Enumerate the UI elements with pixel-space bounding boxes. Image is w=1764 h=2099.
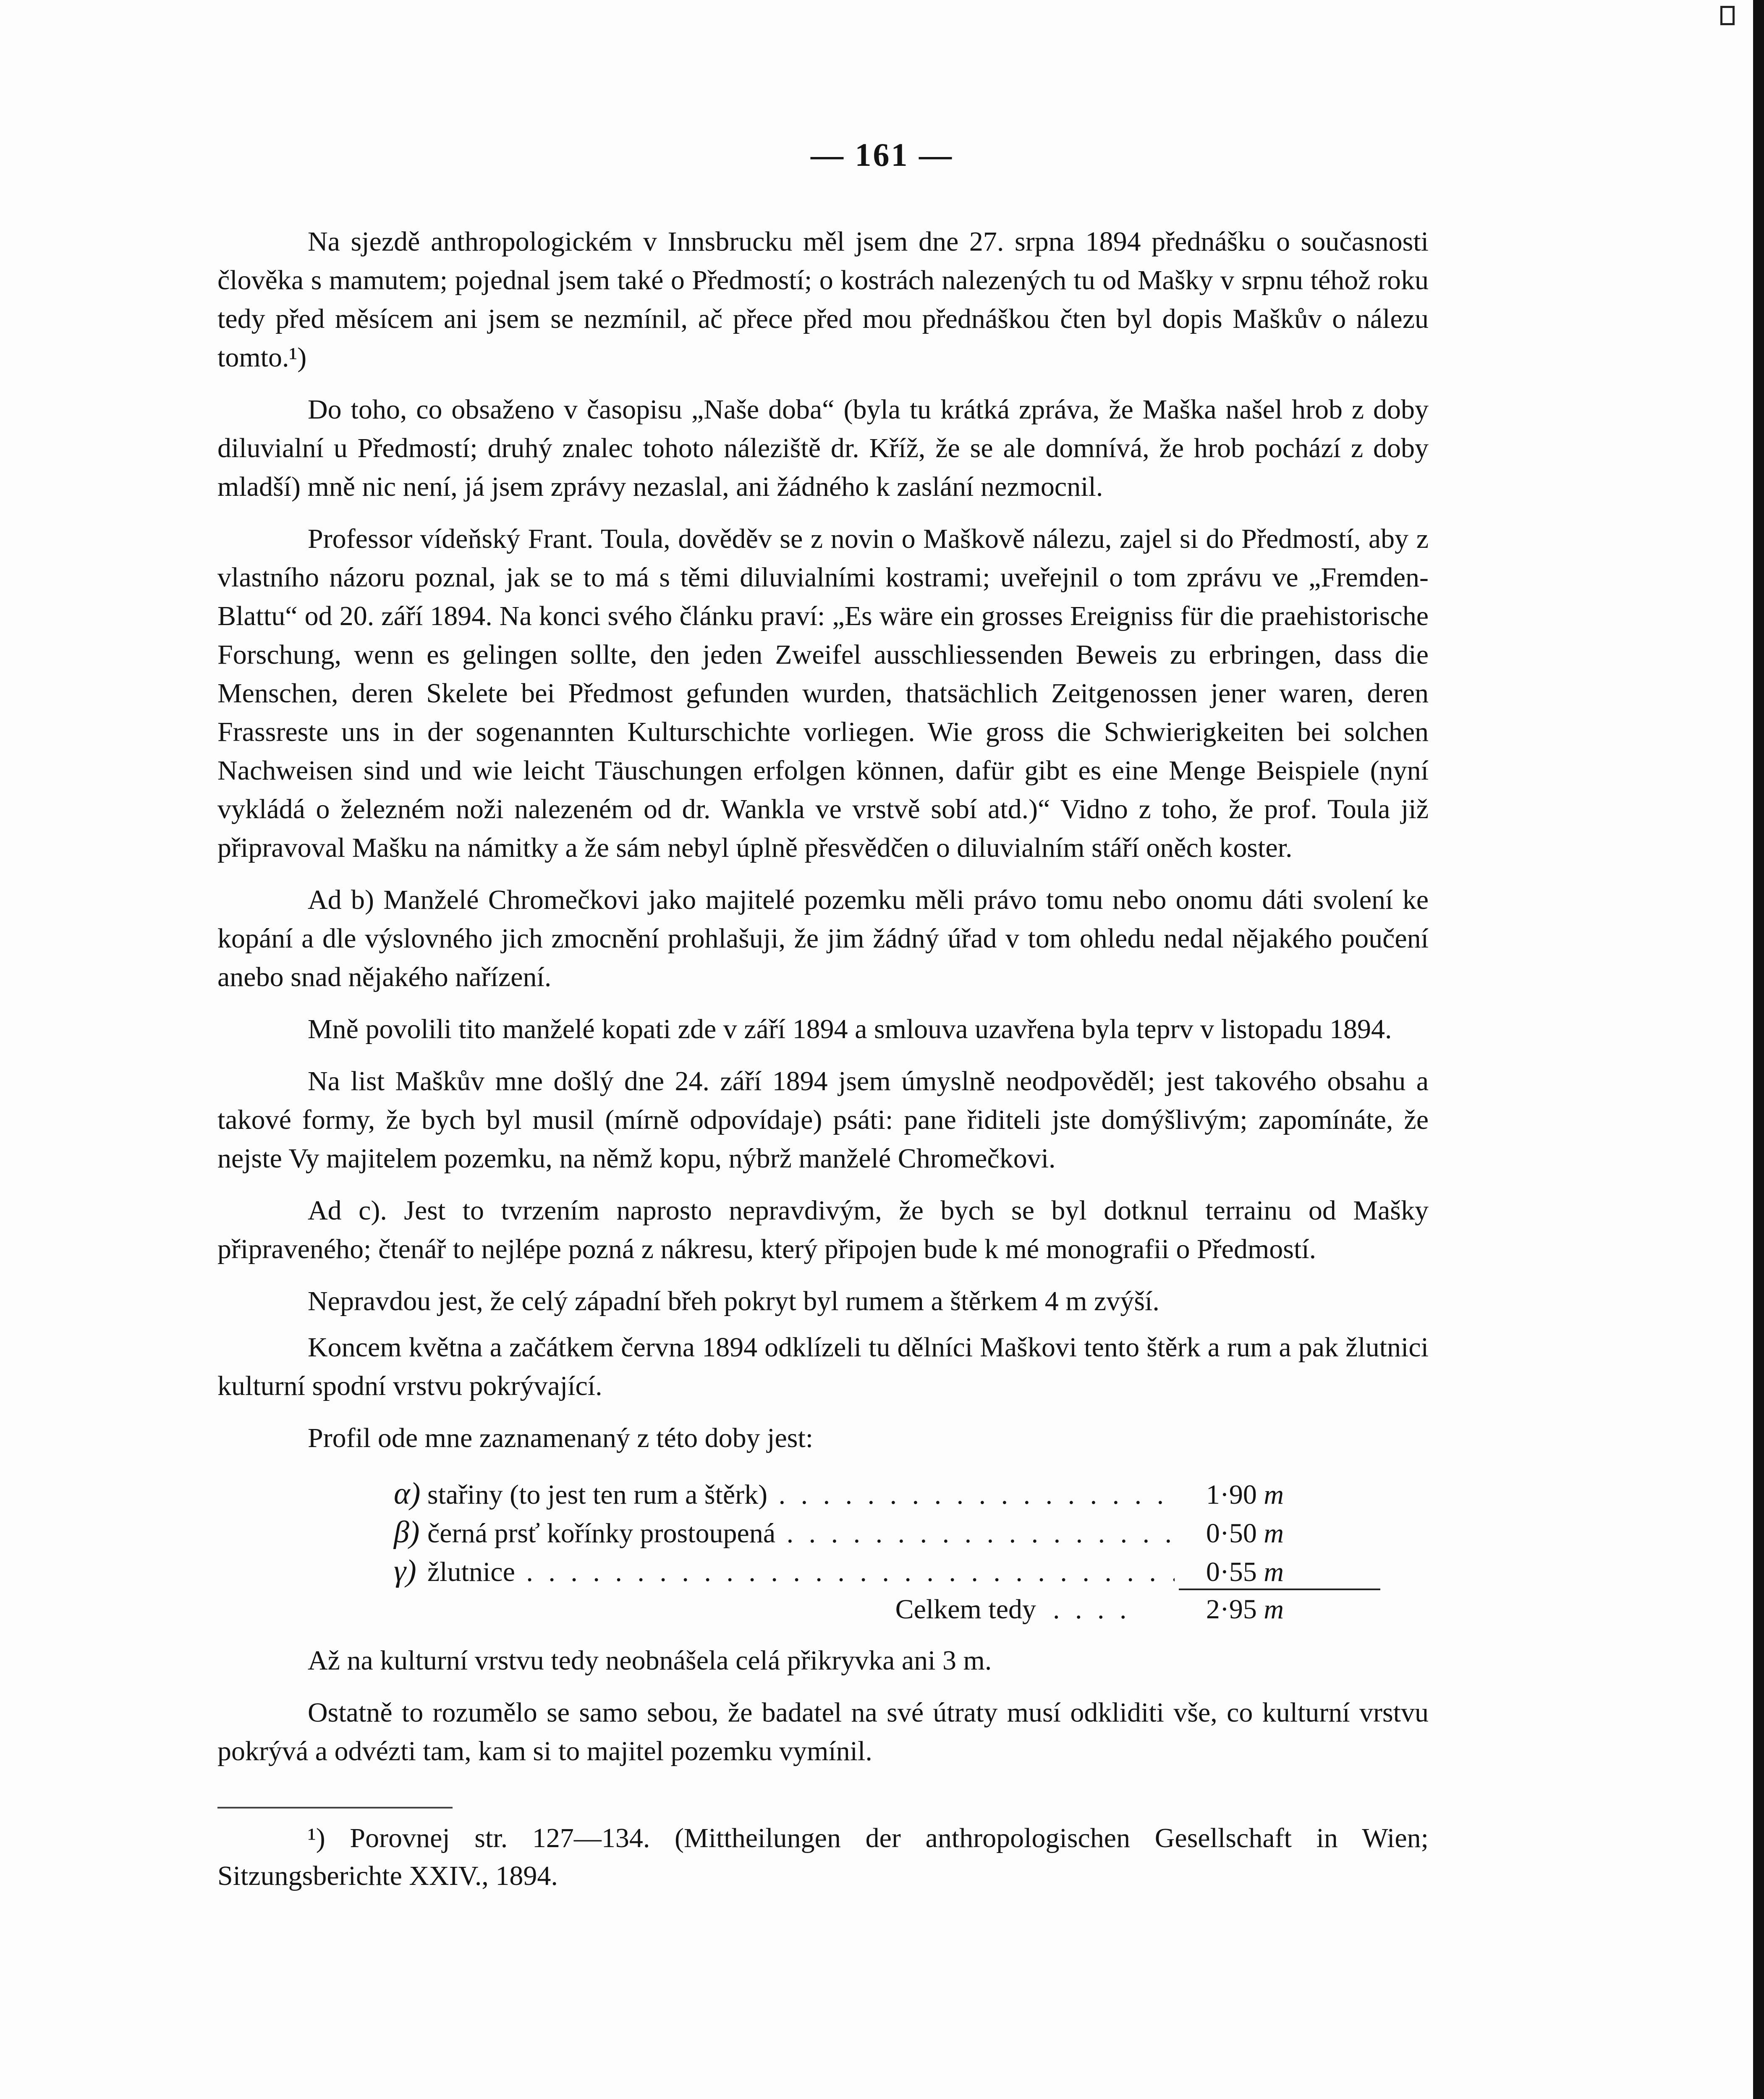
profile-label: β) [394, 1515, 420, 1549]
paragraph-10: Profil ode mne zaznamenaný z této doby jest: [308, 1423, 814, 1453]
page-number: — 161 — [811, 136, 953, 173]
body-text [217, 222, 1429, 1895]
profile-label: α) [394, 1476, 421, 1511]
paragraph-5: Mně povolili tito manželé kopati zde v září 1894 a smlouva uzavřena byla teprv v listopadu 1894. [308, 1014, 1392, 1044]
corner-mark [1720, 6, 1735, 25]
footnote: ¹) Porovnej str. 127—134. (Mittheilungen der anthropologischen Gesellschaft in Wien; Sitzungsberichte XXIV., 1894. [217, 1823, 1429, 1891]
paragraph-8: Nepravdou jest, že celý západní břeh pokryt byl rumem a štěrkem 4 m zvýší. [308, 1286, 1159, 1316]
profile-value: 1·90 m [1206, 1479, 1284, 1510]
profile-row [394, 1552, 1284, 1590]
profile-text: černá prsť kořínky prostoupená . . . [427, 1514, 1175, 1553]
profile-label: γ) [394, 1554, 416, 1588]
sum-rule [1179, 1589, 1380, 1590]
profile-total [394, 1590, 1284, 1629]
paragraph-6: Na list Maškův mne došlý dne 24. září 1894 jsem úmyslně neodpověděl; jest takového obsahu a takové formy, že bych byl musil (mírně odpovídaje) psáti: pane řiditeli jste domýšlivým; zapomínáte, že nejste Vy majitelem pozemku, na němž kopu, nýbrž manželé Chromečkovi. [217, 1066, 1429, 1174]
paragraph-7: Ad c). Jest to tvrzením naprosto nepravdivým, že bych se byl dotknul terrainu od Mašky připraveného; čtenář to nejlépe pozná z nákresu, který připojen bude k mé monografii o Předmostí. [217, 1195, 1429, 1264]
paragraph-2: Do toho, co obsaženo v časopisu „Naše doba“ (byla tu krátká zpráva, že Maška našel hrob z doby diluvialní u Předmostí; druhý znalec tohoto náleziště dr. Kříž, že se ale domnívá, že hrob pochází z doby mladší) mně nic není, já jsem zprávy nezaslal, ani žádného k zaslání nezmocnil. [217, 394, 1429, 502]
paragraph-4: Ad b) Manželé Chromečkovi jako majitelé pozemku měli právo tomu nebo onomu dáti svolení ke kopání a dle výslovného jich zmocnění prohlašuji, že jim žádný úřad v tom ohledu nedal nějakého poučení anebo snad nějakého nařízení. [217, 885, 1429, 992]
paragraph-9: Koncem května a začátkem června 1894 odklízeli tu dělníci Maškovi tento štěrk a rum a pak žlutnici kulturní spodní vrstvu pokrývající. [217, 1332, 1429, 1401]
paragraph-12: Ostatně to rozumělo se samo sebou, že badatel na své útraty musí odkliditi vše, co kulturní vrstvu pokrývá a odvézti tam, kam si to majitel pozemku vymínil. [217, 1697, 1429, 1767]
footnote-separator [217, 1807, 453, 1808]
total-dots: . . . . [1053, 1594, 1131, 1625]
scan-edge [1753, 0, 1764, 2099]
profile-table [394, 1474, 1284, 1629]
paragraph-3: Professor vídeňský Frant. Toula, dověděv se z novin o Maškově nálezu, zajel si do Předmostí, aby z vlastního názoru poznal, jak se to má s těmi diluvialními kostrami; uveřejnil o tom zprávu ve „Fremden-Blattu“ od 20. září 1894. Na konci svého článku praví: „Es wäre ein grosses Ereigniss für die praehistorische Forschung, wenn es gelingen sollte, den jeden Zweifel ausschliessenden Beweis zu erbringen, dass die Menschen, deren Skelete bei Předmost gefunden wurden, thatsächlich Zeitgenossen jener waren, deren Frassreste uns in der sogenannten Kulturschichte vorliegen. Wie gross die Schwierigkeiten bei solchen Nachweisen sind und wie leicht Täuschungen erfolgen können, dafür gibt es eine Menge Beispiele (nyní vykládá o železném noži nalezeném od dr. Wankla ve vrstvě sobí atd.)“ Vidno z toho, že prof. Toula již připravoval Mašku na námitky a že sám nebyl úplně přesvědčen o diluvialním stáří oněch koster. [217, 523, 1429, 863]
profile-text: žlutnice . . . [427, 1553, 1175, 1591]
profile-text: stařiny (to jest ten rum a štěrk) . . . [427, 1476, 1175, 1514]
total-label: Celkem tedy [895, 1594, 1036, 1625]
profile-value: 0·50 m [1206, 1518, 1284, 1549]
profile-value: 0·55 m [1206, 1557, 1284, 1587]
total-value: 2·95 m [1206, 1594, 1284, 1625]
paragraph-11: Až na kulturní vrstvu tedy neobnášela celá přikryvka ani 3 m. [308, 1645, 992, 1676]
paragraph-1: Na sjezdě anthropologickém v Innsbrucku měl jsem dne 27. srpna 1894 přednášku o současnosti člověka s mamutem; pojednal jsem také o Předmostí; o kostrách nalezených tu od Mašky v srpnu téhož roku tedy před měsícem ani jsem se nezmínil, ač přece před mou přednáškou čten byl dopis Maškův o nálezu tomto.¹) [217, 226, 1429, 373]
profile-row [394, 1513, 1284, 1552]
profile-row [394, 1474, 1284, 1513]
